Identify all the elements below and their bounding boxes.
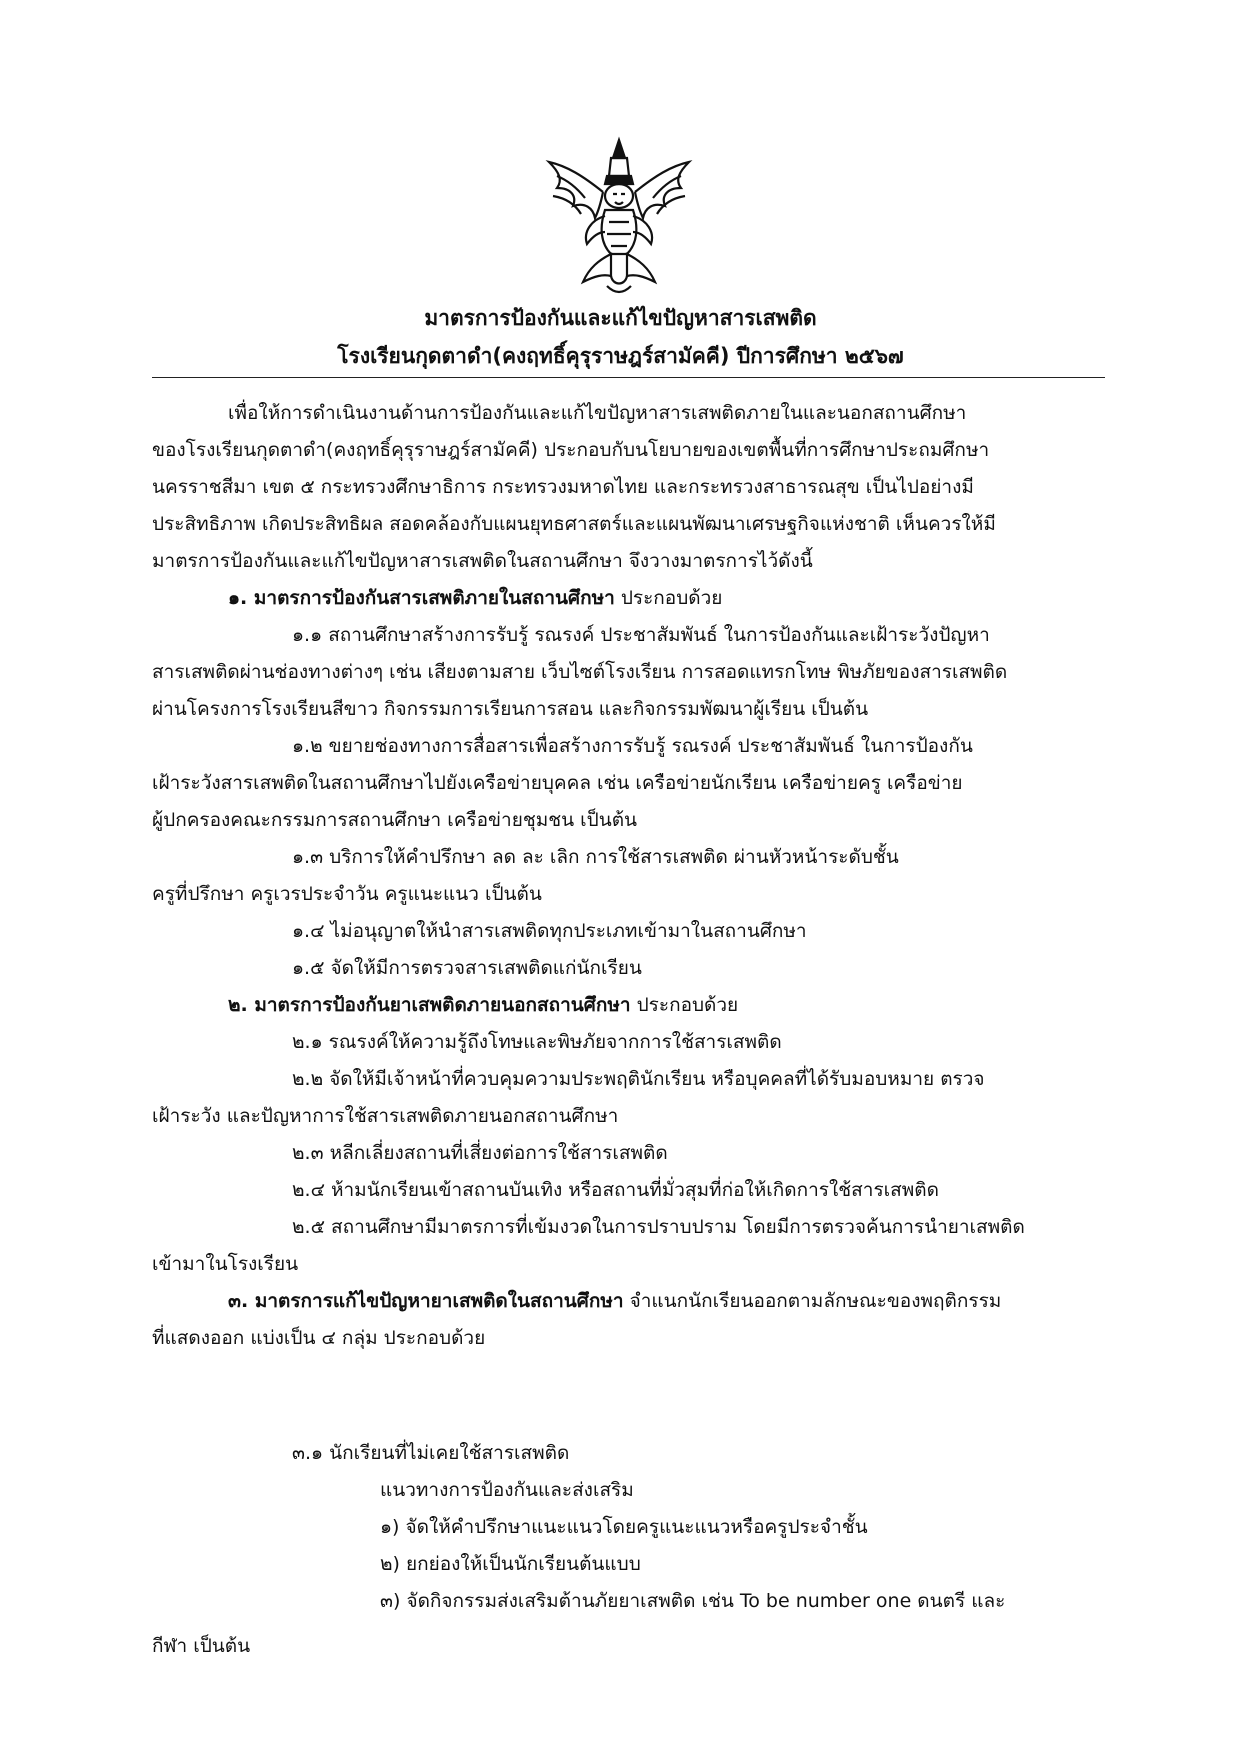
section1-item: ผู้ปกครองคณะกรรมการสถานศึกษา เครือข่ายชุมชน เป็นต้น bbox=[152, 809, 638, 831]
intro-line: นครราชสีมา เขต ๕ กระทรวงศึกษาธิการ กระทรวงมหาดไทย และกระทรวงสาธารณสุข เป็นไปอย่างมี bbox=[152, 476, 974, 498]
section2-item: เฝ้าระวัง และปัญหาการใช้สารเสพติดภายนอกสถานศึกษา bbox=[152, 1105, 619, 1127]
section3-suffix: จำแนกนักเรียนออกตามลักษณะของพฤติกรรม bbox=[623, 1290, 1002, 1312]
section2-item: ๒.๑ รณรงค์ให้ความรู้ถึงโทษและพิษภัยจากการใช้สารเสพติด bbox=[292, 1031, 782, 1053]
section2-heading-line bbox=[152, 987, 1097, 1024]
section2-suffix: ประกอบด้วย bbox=[630, 994, 739, 1016]
section3-heading: ๓. มาตรการแก้ไขปัญหายาเสพติดในสถานศึกษา bbox=[228, 1290, 624, 1312]
intro-line: มาตรการป้องกันและแก้ไขปัญหาสารเสพติดในสถานศึกษา จึงวางมาตรการไว้ดังนี้ bbox=[152, 550, 813, 572]
section2-item: เข้ามาในโรงเรียน bbox=[152, 1253, 299, 1275]
section1-item: ผ่านโครงการโรงเรียนสีขาว กิจกรรมการเรียนการสอน และกิจกรรมพัฒนาผู้เรียน เป็นต้น bbox=[152, 698, 869, 720]
section3-heading-line bbox=[152, 1283, 1097, 1320]
section1-heading-line bbox=[152, 580, 1097, 617]
section2-item: ๒.๒ จัดให้มีเจ้าหน้าที่ควบคุมความประพฤตินักเรียน หรือบุคคลที่ได้รับมอบหมาย ตรวจ bbox=[292, 1068, 985, 1090]
section1-item: ๑.๑ สถานศึกษาสร้างการรับรู้ รณรงค์ ประชาสัมพันธ์ ในการป้องกันและเฝ้าระวังปัญหา bbox=[292, 624, 990, 646]
section1-item: เฝ้าระวังสารเสพติดในสถานศึกษาไปยังเครือข่ายบุคคล เช่น เครือข่ายนักเรียน เครือข่ายครู เครือข่าย bbox=[152, 772, 963, 794]
section3-line: ที่แสดงออก แบ่งเป็น ๔ กลุ่ม ประกอบด้วย bbox=[152, 1327, 486, 1349]
section3-step: ๑) จัดให้คำปรึกษาแนะแนวโดยครูแนะแนวหรือครูประจำชั้น bbox=[380, 1516, 868, 1538]
section3-step: ๓) จัดกิจกรรมส่งเสริมต้านภัยยาเสพติด เช่น To be number one ดนตรี และ bbox=[380, 1590, 1006, 1612]
document-body bbox=[152, 395, 1097, 1665]
section2-heading: ๒. มาตรการป้องกันยาเสพติดภายนอกสถานศึกษา bbox=[228, 994, 631, 1016]
section1-item: ๑.๕ จัดให้มีการตรวจสารเสพติดแก่นักเรียน bbox=[292, 957, 642, 979]
section1-item: ๑.๓ บริการให้คำปรึกษา ลด ละ เลิก การใช้สารเสพติด ผ่านหัวหน้าระดับชั้น bbox=[292, 846, 899, 868]
section1-item: ๑.๔ ไม่อนุญาตให้นำสารเสพติดทุกประเภทเข้ามาในสถานศึกษา bbox=[292, 920, 807, 942]
section3-step: ๒) ยกย่องให้เป็นนักเรียนต้นแบบ bbox=[380, 1553, 641, 1575]
section1-item: ครูที่ปรึกษา ครูเวรประจำวัน ครูแนะแนว เป็นต้น bbox=[152, 883, 542, 905]
title-divider bbox=[152, 377, 1105, 378]
section1-suffix: ประกอบด้วย bbox=[614, 587, 723, 609]
section1-item: ๑.๒ ขยายช่องทางการสื่อสารเพื่อสร้างการรับรู้ รณรงค์ ประชาสัมพันธ์ ในการป้องกัน bbox=[292, 735, 973, 757]
page-title: มาตรการป้องกันและแก้ไขปัญหาสารเสพติด bbox=[424, 306, 817, 330]
page-subtitle: โรงเรียนกุดตาดำ(คงฤทธิ์คุรุราษฎร์สามัคคี) ปีการศึกษา ๒๕๖๗ bbox=[337, 344, 904, 368]
intro-line: เพื่อให้การดำเนินงานด้านการป้องกันและแก้ไขปัญหาสารเสพติดภายในและนอกสถานศึกษา bbox=[228, 402, 967, 424]
section3-guideline: แนวทางการป้องกันและส่งเสริม bbox=[380, 1479, 634, 1501]
intro-line: ของโรงเรียนกุดตาดำ(คงฤทธิ์คุรุราษฎร์สามัคคี) ประกอบกับนโยบายของเขตพื้นที่การศึกษาประถมศึกษา bbox=[152, 439, 990, 461]
intro-line: ประสิทธิภาพ เกิดประสิทธิผล สอดคล้องกับแผนยุทธศาสตร์และแผนพัฒนาเศรษฐกิจแห่งชาติ เห็นควรให้มี bbox=[152, 513, 996, 535]
section2-item: ๒.๓ หลีกเลี่ยงสถานที่เสี่ยงต่อการใช้สารเสพติด bbox=[292, 1142, 668, 1164]
section1-heading: ๑. มาตรการป้องกันสารเสพติภายในสถานศึกษา bbox=[228, 587, 615, 609]
section2-item: ๒.๔ ห้ามนักเรียนเข้าสถานบันเทิง หรือสถานที่มั่วสุมที่ก่อให้เกิดการใช้สารเสพติด bbox=[292, 1179, 939, 1201]
garuda-emblem-icon bbox=[537, 136, 701, 296]
section2-item: ๒.๕ สถานศึกษามีมาตรการที่เข้มงวดในการปราบปราม โดยมีการตรวจค้นการนำยาเสพติด bbox=[292, 1216, 1025, 1238]
section3-group: ๓.๑ นักเรียนที่ไม่เคยใช้สารเสพติด bbox=[292, 1442, 570, 1464]
section1-item: สารเสพติดผ่านช่องทางต่างๆ เช่น เสียงตามสาย เว็บไซต์โรงเรียน การสอดแทรกโทษ พิษภัยของสารเสพติด bbox=[152, 661, 1008, 683]
section3-step: กีฬา เป็นต้น bbox=[152, 1635, 251, 1657]
spacer bbox=[152, 1357, 1097, 1435]
